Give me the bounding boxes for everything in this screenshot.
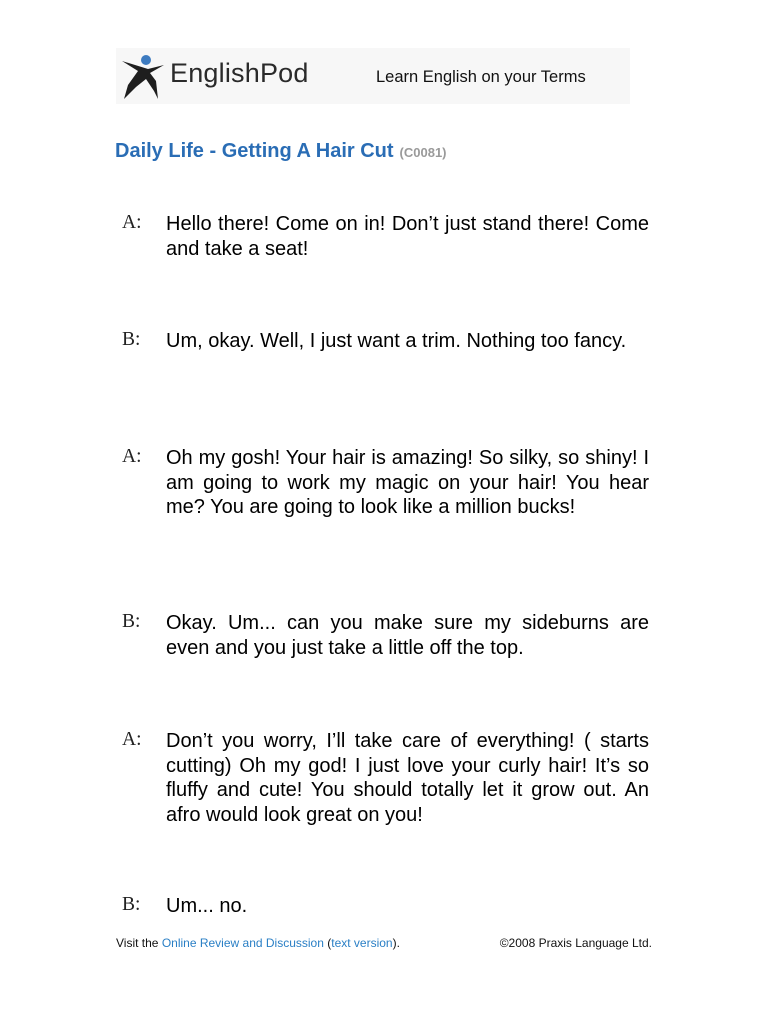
lesson-title: Daily Life - Getting A Hair Cut — [115, 140, 394, 162]
speaker-label: A: — [122, 729, 142, 750]
lesson-title-row — [115, 140, 447, 163]
text-version-link[interactable]: text version — [331, 936, 393, 950]
dialogue-line — [122, 329, 649, 354]
footer — [116, 936, 652, 950]
dialogue-line — [122, 894, 649, 919]
lesson-code: (C0081) — [399, 145, 447, 160]
copyright-notice: ©2008 Praxis Language Ltd. — [499, 936, 652, 950]
dialogue-line — [122, 611, 649, 660]
dialogue-line — [122, 212, 649, 261]
dialogue-text: Um... no. — [166, 895, 248, 917]
dialogue-text: Oh my gosh! Your hair is amazing! So silky, so shiny! I am going to work my magic on your hair! You hear me? You are going to look like a million bucks! — [166, 447, 649, 518]
speaker-label: A: — [122, 212, 142, 233]
footer-visit-text: Visit the — [116, 936, 162, 950]
dialogue-line — [122, 729, 649, 827]
dialogue-text: Hello there! Come on in! Don’t just stand there! Come and take a seat! — [166, 213, 649, 260]
dialogue-text: Um, okay. Well, I just want a trim. Nothing too fancy. — [166, 330, 627, 352]
online-review-link[interactable]: Online Review and Discussion — [161, 936, 324, 950]
footer-paren-close: ). — [392, 936, 400, 950]
dialogue-line — [122, 446, 649, 520]
tagline: Learn English on your Terms — [376, 68, 586, 86]
dialogue-text: Don’t you worry, I’ll take care of everything! ( starts cutting) Oh my god! I just love your curly hair! It’s so fluffy and cute! You should totally let it grow out. An afro would look great on you! — [166, 730, 649, 826]
speaker-label: B: — [122, 894, 141, 915]
speaker-label: B: — [122, 611, 141, 632]
header-banner — [116, 48, 630, 104]
brand-name: EnglishPod — [170, 58, 309, 88]
speaker-label: A: — [122, 446, 142, 467]
footer-paren-open: ( — [323, 936, 332, 950]
speaker-label: B: — [122, 329, 141, 350]
englishpod-logo-icon — [120, 51, 166, 101]
dialogue-text: Okay. Um... can you make sure my sideburns are even and you just take a little off the top. — [166, 612, 649, 659]
